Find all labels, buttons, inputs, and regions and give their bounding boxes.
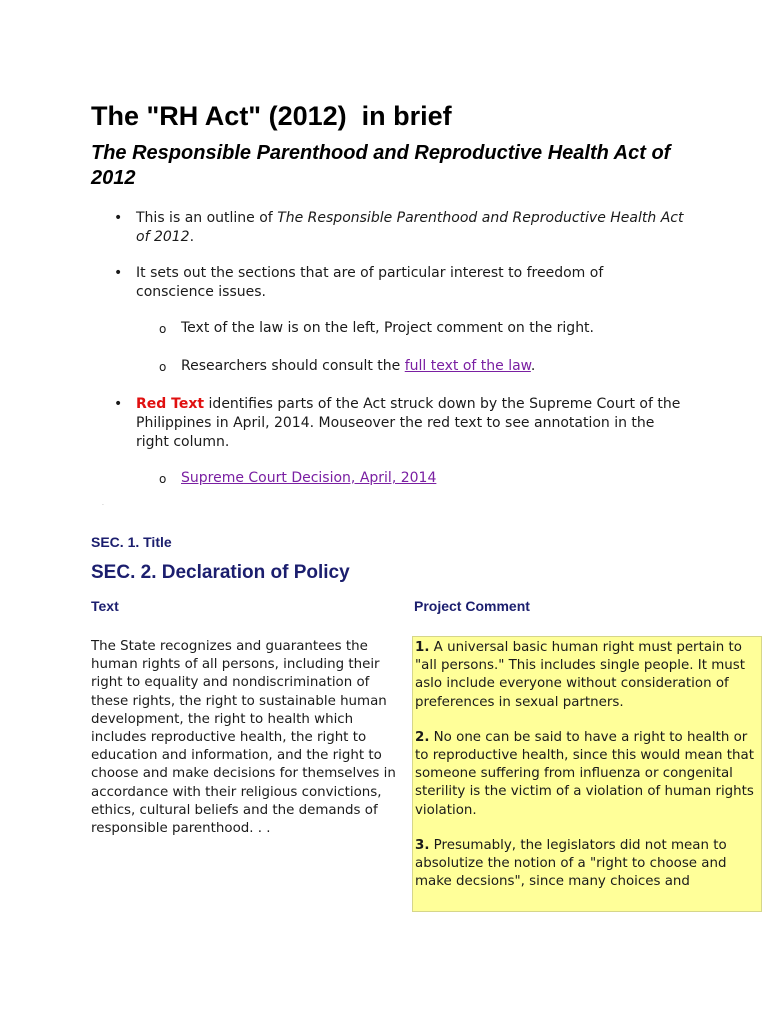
comment-text: A universal basic human right must pertain to "all persons." This includes single people. It must aslo include everyone without consideration of preferences in sexual partners. <box>415 640 745 710</box>
sub-bullet-layout <box>159 319 701 338</box>
page-title: The "RH Act" (2012) in brief <box>91 101 452 131</box>
bullet-ring-icon: o <box>159 472 167 486</box>
comment-number: 2. <box>415 729 430 745</box>
sub-bullet-layout-text: Text of the law is on the left, Project comment on the right. <box>181 320 594 336</box>
section-1-heading: SEC. 1. Title <box>91 534 172 550</box>
sub-bullet-researchers-suffix: . <box>530 358 536 374</box>
supreme-court-decision-link[interactable]: Supreme Court Decision, April, 2014 <box>181 470 437 486</box>
comment-text: No one can be said to have a right to health or to reproductive health, since this would mean that someone suffering from influenza or congenital sterility is the victim of a violation of human rights violation. <box>415 729 754 818</box>
bullet-dot-icon: • <box>114 396 123 412</box>
law-text-paragraph: The State recognizes and guarantees the human rights of all persons, including their right to equality and nondiscrimination of these rights, the right to sustainable human development, the right to health which includes reproductive health, the right to education and information, and the right to choose and make decisions for themselves in accordance with their religious convictions, ethics, cultural beliefs and the demands of responsible parenthood. . . <box>91 639 396 837</box>
bullet-sections-text: It sets out the sections that are of particular interest to freedom of conscience issues. <box>136 265 604 300</box>
bullet-red-text <box>114 395 684 452</box>
bullet-dot-icon: • <box>114 265 123 281</box>
stray-mark: . <box>102 500 104 507</box>
bullet-outline-suffix: . <box>189 229 195 245</box>
project-comment-box <box>412 636 762 912</box>
bullet-outline-act-name: The Responsible Parenthood and Reproductive Health Act of 2012 <box>136 210 684 245</box>
bullet-ring-icon: o <box>159 322 167 336</box>
text-column-heading: Text <box>91 598 119 614</box>
sub-bullet-researchers-prefix: Researchers should consult the <box>181 358 405 374</box>
comment-number: 3. <box>415 837 430 853</box>
comment-text: Presumably, the legislators did not mean to absolutize the notion of a "right to choose and make decsions", since many choices and <box>415 837 727 890</box>
bullet-outline-prefix: This is an outline of <box>136 210 278 226</box>
sub-bullet-researchers <box>159 357 701 376</box>
comment-paragraph <box>415 639 759 712</box>
page-subtitle: The Responsible Parenthood and Reproductive Health Act of 2012 <box>91 142 671 189</box>
bullet-outline <box>114 209 684 247</box>
sub-bullet-decision <box>159 469 701 488</box>
comment-number: 1. <box>415 640 430 655</box>
red-text-label: Red Text <box>136 396 205 412</box>
comment-paragraph <box>415 729 759 820</box>
comment-paragraph <box>415 837 759 892</box>
full-text-of-law-link[interactable]: full text of the law <box>404 358 531 374</box>
section-2-heading: SEC. 2. Declaration of Policy <box>91 562 350 583</box>
bullet-red-text-rest: identifies parts of the Act struck down by the Supreme Court of the Philippines in April, 2014. Mouseover the red text to see annotation in the right column. <box>136 396 681 450</box>
bullet-dot-icon: • <box>114 210 123 226</box>
bullet-sections <box>114 264 684 302</box>
bullet-ring-icon: o <box>159 360 167 374</box>
comment-column-heading: Project Comment <box>414 598 530 614</box>
